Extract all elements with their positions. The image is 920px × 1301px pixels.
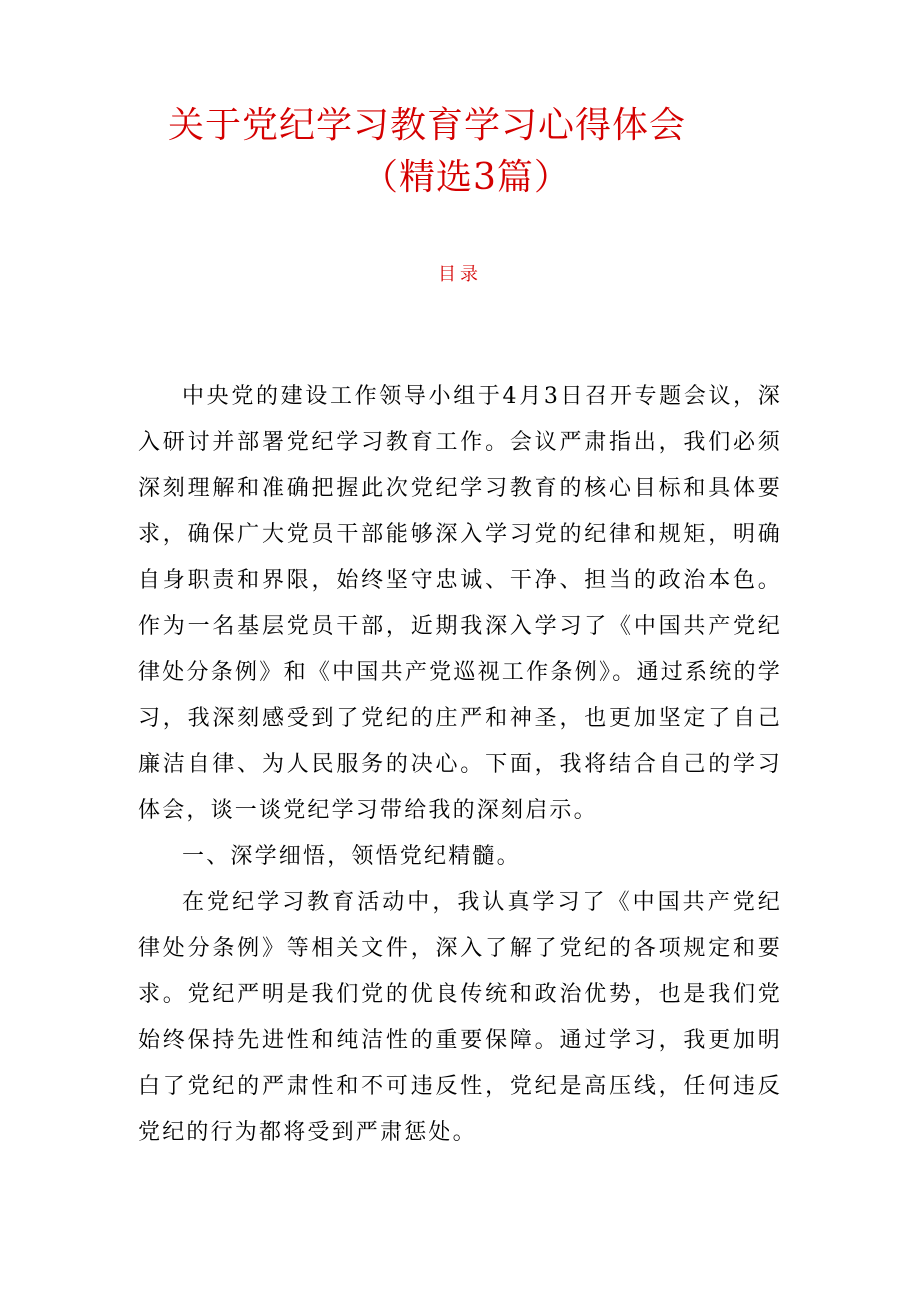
document-title-line1: 关于党纪学习教育学习心得体会 — [168, 105, 687, 146]
document-body — [138, 374, 782, 1156]
section-1-paragraph: 在党纪学习教育活动中，我认真学习了《中国共产党纪律处分条例》等相关文件，深入了解了党纪的各项规定和要求。党纪严明是我们党的优良传统和政治优势，也是我们党始终保持先进性和纯洁性的重要保障。通过学习，我更加明白了党纪的严肃性和不可违反性，党纪是高压线，任何违反党纪的行为都将受到严肃惩处。 — [138, 890, 782, 1145]
intro-paragraph: 中央党的建设工作领导小组于4月3日召开专题会议，深入研讨并部署党纪学习教育工作。会议严肃指出，我们必须深刻理解和准确把握此次党纪学习教育的核心目标和具体要求，确保广大党员干部能够深入学习党的纪律和规矩，明确自身职责和界限，始终坚守忠诚、干净、担当的政治本色。作为一名基层党员干部，近期我深入学习了《中国共产党纪律处分条例》和《中国共产党巡视工作条例》。通过系统的学习，我深刻感受到了党纪的庄严和神圣，也更加坚定了自己廉洁自律、为人民服务的决心。下面，我将结合自己的学习体会，谈一谈党纪学习带给我的深刻启示。 — [138, 384, 782, 823]
table-of-contents-label: 目录 — [438, 264, 482, 285]
section-heading-1: 一、深学细悟，领悟党纪精髓。 — [182, 844, 521, 869]
document-title-line2: （精选3篇） — [362, 157, 571, 198]
